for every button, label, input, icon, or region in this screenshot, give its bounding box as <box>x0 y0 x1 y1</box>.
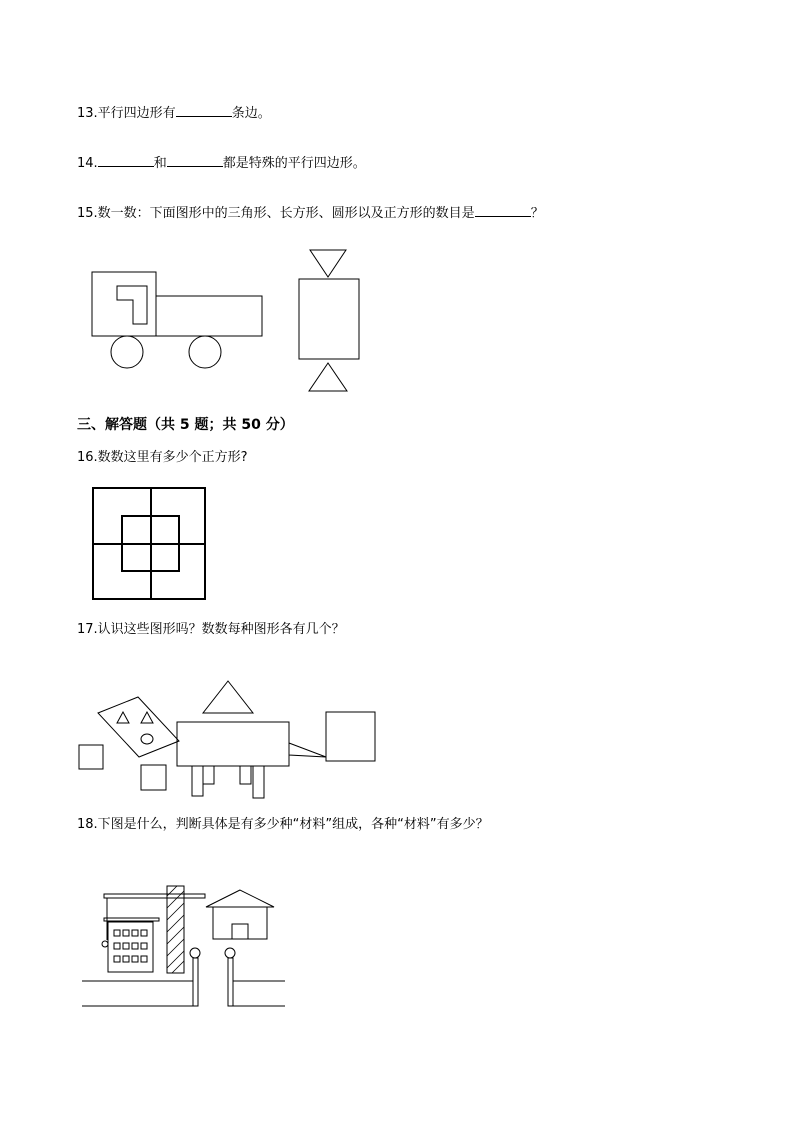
house-roof-triangle <box>206 890 274 907</box>
truck-figure <box>92 272 262 368</box>
small-triangle <box>117 712 129 723</box>
truck-cab-square <box>92 272 156 336</box>
cab-window-shape <box>117 286 147 324</box>
gate-post <box>228 958 233 1006</box>
top-triangle <box>203 681 253 713</box>
animal-figure <box>79 681 375 798</box>
candy-rectangle <box>299 279 359 359</box>
gate-post-ball <box>190 948 200 958</box>
leg-rectangle <box>203 766 214 784</box>
house-door <box>232 924 248 939</box>
leg-rectangle <box>253 766 264 798</box>
small-square <box>141 765 166 790</box>
candy-figure <box>299 250 359 391</box>
small-circle <box>141 734 153 744</box>
small-triangle <box>141 712 153 723</box>
crane-beam <box>104 918 159 921</box>
leg-rectangle <box>240 766 251 784</box>
gate-post <box>193 958 198 1006</box>
small-square <box>79 745 103 769</box>
construction-figure <box>82 886 285 1006</box>
parallelogram <box>98 697 179 757</box>
truck-wheel-circle <box>111 336 143 368</box>
gate-post-ball <box>225 948 235 958</box>
truck-body-rectangle <box>156 296 262 336</box>
top-triangle <box>310 250 346 277</box>
leg-rectangle <box>192 766 203 796</box>
tower-hatching <box>167 886 184 973</box>
question-18: 18.下图是什么，判断具体是有多少种“材料”组成，各种“材料”有多少？ <box>77 817 489 832</box>
question-16: 16.数数这里有多少个正方形? <box>77 450 248 465</box>
head-square <box>326 712 375 761</box>
bottom-triangle <box>309 363 347 391</box>
question-13: 13.平行四边形有 条边。 <box>77 106 271 121</box>
body-rectangle <box>177 722 289 766</box>
question-14: 14. 和 都是特殊的平行四边形。 <box>77 156 366 171</box>
question-17: 17.认识这些图形吗？数数每种图形各有几个？ <box>77 622 345 637</box>
crane-hook <box>102 941 108 947</box>
neck-triangle <box>289 743 326 757</box>
question-15: 15.数一数：下面图形中的三角形、长方形、圆形以及正方形的数目是 ？ <box>77 206 544 221</box>
section-3-heading: 三、解答题（共 5 题；共 50 分） <box>77 417 294 433</box>
building-windows <box>114 930 147 962</box>
house-body-rectangle <box>213 907 267 939</box>
squares-grid-figure <box>93 488 205 599</box>
crane-arm <box>104 894 205 898</box>
truck-wheel-circle <box>189 336 221 368</box>
